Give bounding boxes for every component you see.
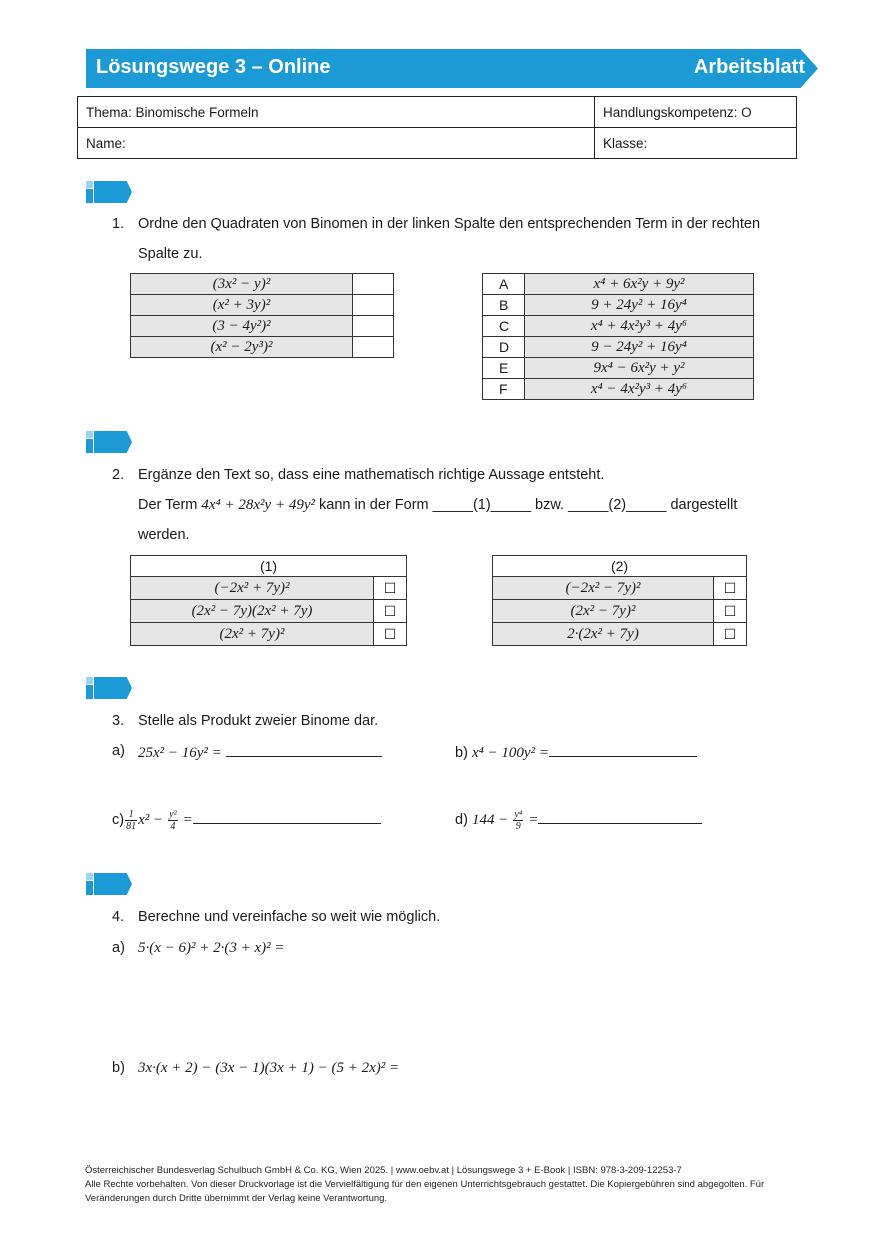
task4-b-expr: 3x·(x + 2) − (3x − 1)(3x + 1) − (5 + 2x)² =	[138, 1060, 400, 1076]
section-marker-3	[86, 677, 136, 699]
section-marker-1	[86, 181, 136, 203]
task3-number: 3.	[112, 713, 125, 729]
task3-a-label: a)	[112, 743, 125, 759]
term: 9x⁴ − 6x²y + y²	[525, 358, 754, 379]
table-row	[483, 295, 754, 316]
worksheet-type: Arbeitsblatt	[693, 56, 805, 78]
table-head: (1)	[131, 556, 407, 577]
task4-instruction: Berechne und vereinfache so weit wie möglich.	[138, 909, 441, 925]
task2-instruction: Ergänze den Text so, dass eine mathematisch richtige Aussage entsteht.	[138, 467, 605, 483]
task2-sentence-end: werden.	[138, 527, 190, 543]
task3-d	[455, 808, 702, 832]
answer-cell[interactable]	[353, 295, 394, 316]
footer-publisher: Österreichischer Bundesverlag Schulbuch GmbH & Co. KG, Wien 2025. | www.oebv.at | Lösungswege 3 + E-Book | ISBN: 978-3-209-12253-7	[85, 1165, 682, 1176]
binom-square: (x² − 2y³)²	[131, 337, 353, 358]
checkbox[interactable]: ☐	[374, 577, 407, 600]
option-letter: A	[483, 274, 525, 295]
task4-number: 4.	[112, 909, 125, 925]
option-letter: C	[483, 316, 525, 337]
table-row	[483, 358, 754, 379]
task1-number: 1.	[112, 216, 125, 232]
checkbox[interactable]: ☐	[714, 600, 747, 623]
fraction: $\frac{1}{81}$	[126, 808, 137, 832]
task3-instruction: Stelle als Produkt zweier Binome dar.	[138, 713, 379, 729]
option-term: (2x² − 7y)²	[493, 600, 714, 623]
table-row	[483, 337, 754, 358]
binom-square: (x² + 3y)²	[131, 295, 353, 316]
competence-cell: Handlungskompetenz: O	[595, 97, 797, 128]
task3-a-expr: 25x² − 16y² =	[138, 745, 222, 761]
info-table	[77, 96, 797, 159]
table-row	[131, 623, 407, 646]
worksheet-title: Lösungswege 3 – Online	[96, 56, 331, 78]
checkbox[interactable]: ☐	[714, 623, 747, 646]
table-row	[131, 556, 407, 577]
task4-a-expr: 5·(x − 6)² + 2·(3 + x)² =	[138, 940, 285, 956]
option-term: 2·(2x² + 7y)	[493, 623, 714, 646]
checkbox[interactable]: ☐	[714, 577, 747, 600]
task2-table-1	[130, 555, 407, 646]
table-row	[493, 600, 747, 623]
option-term: (−2x² + 7y)²	[131, 577, 374, 600]
sentence-pre: Der Term	[138, 497, 198, 513]
option-term: (−2x² − 7y)²	[493, 577, 714, 600]
task3-c-mid: x² −	[138, 812, 164, 828]
table-row	[493, 577, 747, 600]
name-field[interactable]: Name:	[78, 128, 595, 159]
option-term: (2x² + 7y)²	[131, 623, 374, 646]
task3-d-label: d)	[455, 812, 468, 828]
table-row	[493, 623, 747, 646]
task3-b-expr: x⁴ − 100y² =	[471, 745, 549, 761]
binom-square: (3x² − y)²	[131, 274, 353, 295]
fraction: $\frac{\text{y⁴}}{9}$	[514, 808, 523, 832]
table-row	[131, 316, 394, 337]
fraction: $\frac{\text{y²}}{4}$	[169, 808, 177, 832]
task2-number: 2.	[112, 467, 125, 483]
footer-disclaimer: Veränderungen durch Dritte übernimmt der Verlag keine Verantwortung.	[85, 1193, 388, 1204]
task1-instruction-line2: Spalte zu.	[138, 246, 203, 262]
task3-b	[455, 741, 697, 763]
table-row	[131, 274, 394, 295]
option-letter: F	[483, 379, 525, 400]
class-field[interactable]: Klasse:	[595, 128, 797, 159]
term: 9 + 24y² + 16y⁴	[525, 295, 754, 316]
task3-a	[138, 741, 382, 763]
table-row	[131, 295, 394, 316]
answer-line[interactable]	[538, 808, 702, 824]
binom-square: (3 − 4y²)²	[131, 316, 353, 337]
answer-line[interactable]	[549, 741, 697, 757]
answer-cell[interactable]	[353, 316, 394, 337]
table-row	[131, 337, 394, 358]
task1-instruction-line1: Ordne den Quadraten von Binomen in der linken Spalte den entsprechenden Term in der rechten	[138, 216, 761, 232]
task3-c-label: c)	[112, 812, 125, 828]
table-row	[483, 274, 754, 295]
answer-line[interactable]	[226, 741, 382, 757]
option-letter: B	[483, 295, 525, 316]
sentence-term: 4x⁴ + 28x²y + 49y²	[201, 497, 315, 513]
task4-b-label: b)	[112, 1060, 125, 1076]
task3-c-eq: =	[182, 812, 193, 828]
option-term: (2x² − 7y)(2x² + 7y)	[131, 600, 374, 623]
task1-left-table	[130, 273, 394, 358]
option-letter: D	[483, 337, 525, 358]
sentence-post: kann in der Form _____(1)_____ bzw. _____(2)_____ dargestellt	[319, 497, 738, 513]
task2-table-2	[492, 555, 747, 646]
answer-cell[interactable]	[353, 337, 394, 358]
table-row	[483, 379, 754, 400]
task4-a-label: a)	[112, 940, 125, 956]
table-row	[483, 316, 754, 337]
footer	[85, 1164, 764, 1206]
checkbox[interactable]: ☐	[374, 600, 407, 623]
table-head: (2)	[493, 556, 747, 577]
footer-rights: Alle Rechte vorbehalten. Von dieser Druckvorlage ist die Vervielfältigung für den eigenen Unterrichtsgebrauch gestattet. Die Kopiergebühren sind abgegolten. Für	[85, 1179, 765, 1190]
task3-b-label: b)	[455, 745, 468, 761]
task3-d-pre: 144 −	[471, 812, 509, 828]
table-row	[131, 600, 407, 623]
term: x⁴ + 4x²y³ + 4y⁶	[525, 316, 754, 337]
task2-sentence	[138, 495, 737, 515]
section-marker-2	[86, 431, 136, 453]
task3-c	[112, 808, 381, 832]
task3-d-eq: =	[528, 812, 539, 828]
answer-cell[interactable]	[353, 274, 394, 295]
term: x⁴ − 4x²y³ + 4y⁶	[525, 379, 754, 400]
option-letter: E	[483, 358, 525, 379]
term: x⁴ + 6x²y + 9y²	[525, 274, 754, 295]
table-row	[131, 577, 407, 600]
term: 9 − 24y² + 16y⁴	[525, 337, 754, 358]
answer-line[interactable]	[193, 808, 381, 824]
task1-right-table	[482, 273, 754, 400]
table-row	[493, 556, 747, 577]
section-marker-4	[86, 873, 136, 895]
checkbox[interactable]: ☐	[374, 623, 407, 646]
topic-cell: Thema: Binomische Formeln	[78, 97, 595, 128]
